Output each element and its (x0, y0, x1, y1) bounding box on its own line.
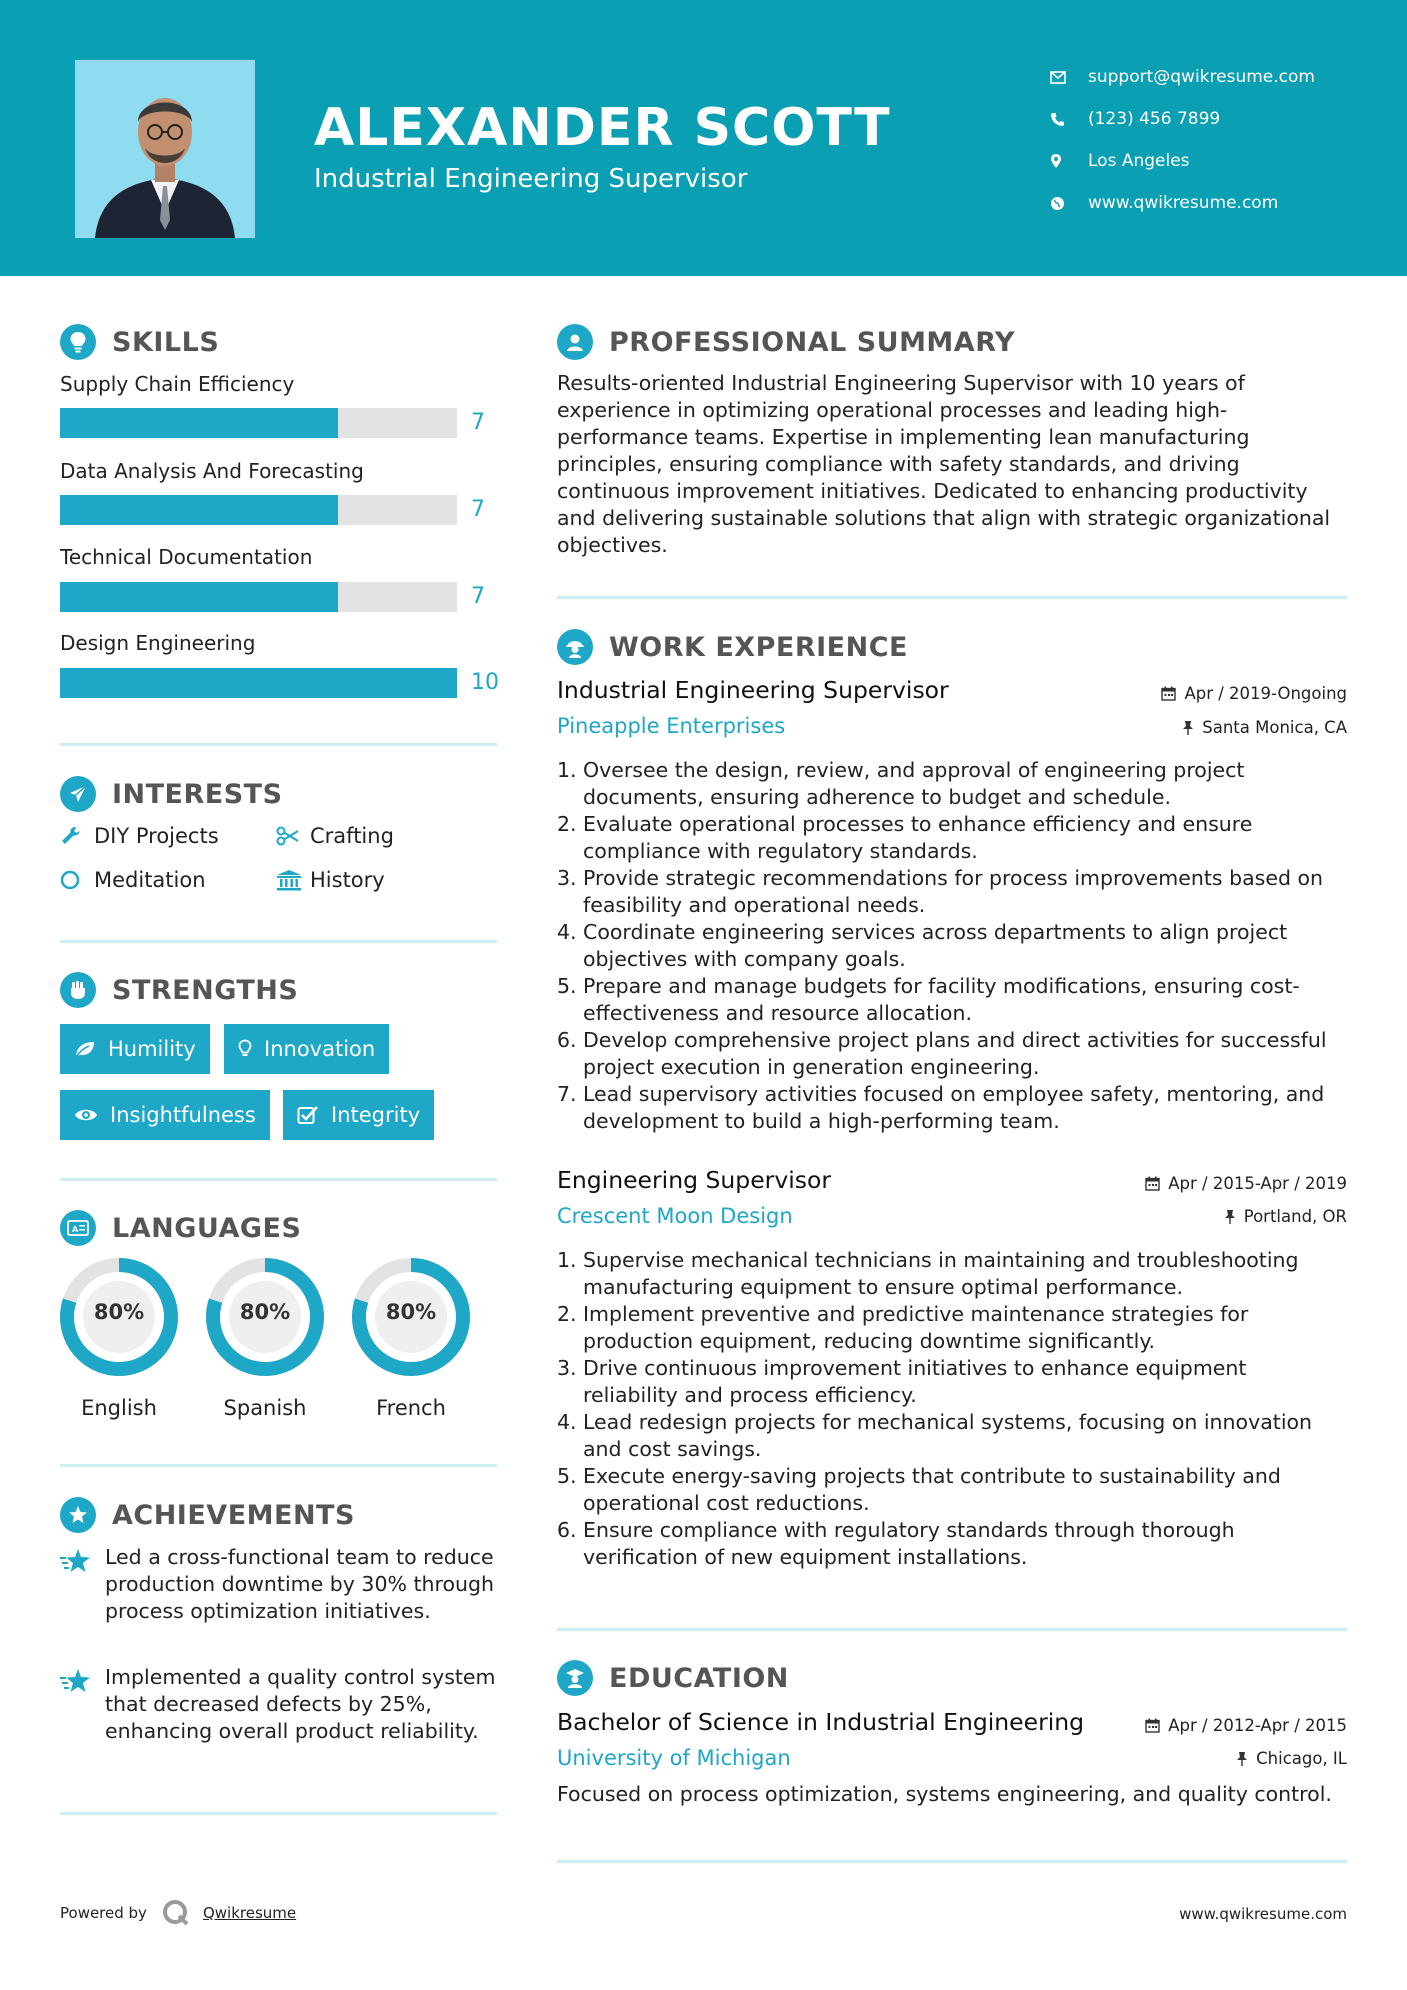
job-company: Pineapple Enterprises (557, 714, 786, 738)
section-divider (557, 1628, 1347, 1631)
duty-text: Supervise mechanical technicians in maintaining and troubleshooting manufacturing equipment to ensure optimal performance. (583, 1248, 1299, 1299)
pushpin-icon (1224, 1209, 1236, 1225)
skill-name: Technical Documentation (60, 545, 313, 569)
job-location (1182, 718, 1347, 737)
eye-icon (74, 1107, 98, 1123)
interests-heading (60, 776, 283, 812)
section-divider (557, 1860, 1347, 1863)
duty-text: Implement preventive and predictive maintenance strategies for production equipment, reducing downtime significantly. (583, 1302, 1249, 1353)
interest-label: Crafting (310, 824, 394, 848)
education-location-text: Chicago, IL (1256, 1749, 1347, 1768)
pushpin-icon (1182, 720, 1194, 736)
interest-label: DIY Projects (94, 824, 219, 848)
section-divider (60, 940, 497, 943)
contact-phone-text: (123) 456 7899 (1088, 109, 1221, 129)
checkbox-icon (297, 1105, 319, 1125)
duty-text: Develop comprehensive project plans and direct activities for successful project execution in generation engineering. (583, 1028, 1327, 1079)
skill-bar (60, 495, 457, 525)
language-gauge (58, 1256, 180, 1420)
section-divider (60, 1812, 497, 1815)
scissors-icon (276, 826, 310, 846)
duty-item (557, 1081, 1347, 1135)
profile-photo (75, 60, 255, 238)
contact-location-text: Los Angeles (1088, 151, 1190, 171)
star-badge-icon (60, 1497, 96, 1533)
language-percent: 80% (93, 1300, 145, 1324)
candidate-name: ALEXANDER SCOTT (314, 98, 891, 158)
globe-icon (1050, 196, 1088, 211)
school-name: University of Michigan (557, 1746, 791, 1770)
envelope-icon (1050, 71, 1088, 84)
experience-title: WORK EXPERIENCE (609, 631, 908, 663)
job-duties-list (557, 757, 1347, 1135)
skill-name: Data Analysis And Forecasting (60, 459, 364, 483)
interest-item (276, 824, 394, 848)
job-location-text: Portland, OR (1243, 1207, 1347, 1226)
qwikresume-link[interactable]: Qwikresume (202, 1904, 297, 1922)
strength-badge (224, 1024, 389, 1074)
leaf-icon (74, 1040, 96, 1058)
education-heading (557, 1660, 789, 1696)
strengths-title: STRENGTHS (112, 974, 299, 1006)
duty-item (557, 1355, 1347, 1409)
phone-icon (1050, 112, 1088, 127)
powered-by-label: Powered by (60, 1904, 147, 1922)
language-card-icon (60, 1210, 96, 1246)
duty-item (557, 811, 1347, 865)
strength-label: Integrity (331, 1103, 421, 1127)
achievement-text: Led a cross-functional team to reduce production downtime by 30% through process optimization initiatives. (105, 1545, 495, 1623)
language-name: French (376, 1396, 446, 1420)
contact-list (1050, 56, 1315, 224)
contact-location (1050, 140, 1315, 182)
duty-number: 2. (557, 812, 577, 836)
duty-number: 4. (557, 1410, 577, 1434)
education-dates-text: Apr / 2012-Apr / 2015 (1168, 1716, 1347, 1735)
wrench-icon (60, 825, 94, 847)
footer-website[interactable]: www.qwikresume.com (1179, 1905, 1347, 1923)
job-title: Engineering Supervisor (557, 1166, 832, 1194)
duty-number: 2. (557, 1302, 577, 1326)
strength-badge (60, 1024, 210, 1074)
duty-text: Execute energy-saving projects that contribute to sustainability and operational cost reductions. (583, 1464, 1281, 1515)
education-location (1236, 1749, 1347, 1768)
strength-badge (60, 1090, 270, 1140)
achievement-item (60, 1664, 500, 1745)
duty-number: 6. (557, 1518, 577, 1542)
user-icon (557, 324, 593, 360)
duty-number: 5. (557, 974, 577, 998)
strength-label: Insightfulness (110, 1103, 256, 1127)
duty-text: Lead redesign projects for mechanical systems, focusing on innovation and cost savings. (583, 1410, 1313, 1461)
strength-badge (283, 1090, 434, 1140)
duty-item (557, 919, 1347, 973)
star-icon (60, 1664, 105, 1745)
pushpin-icon (1236, 1751, 1248, 1767)
job-company: Crescent Moon Design (557, 1204, 793, 1228)
languages-title: LANGUAGES (112, 1212, 302, 1244)
duty-text: Drive continuous improvement initiatives to enhance equipment reliability and process efficiency. (583, 1356, 1247, 1407)
interest-item (276, 868, 385, 892)
duty-text: Oversee the design, review, and approval of engineering project documents, ensuring adherence to budget and schedule. (583, 758, 1245, 809)
interest-label: Meditation (94, 868, 206, 892)
worker-icon (557, 629, 593, 665)
contact-website-text: www.qwikresume.com (1088, 193, 1279, 213)
skill-bar-fill (60, 668, 457, 698)
skill-bar (60, 668, 457, 698)
skill-bar (60, 408, 457, 438)
skills-heading (60, 324, 219, 360)
contact-phone[interactable] (1050, 98, 1315, 140)
education-dates (1145, 1716, 1347, 1735)
duty-number: 5. (557, 1464, 577, 1488)
duty-text: Coordinate engineering services across departments to align project objectives with company goals. (583, 920, 1288, 971)
contact-email-text: support@qwikresume.com (1088, 67, 1315, 87)
strength-label: Innovation (264, 1037, 376, 1061)
job-dates (1145, 1174, 1347, 1193)
skill-bar-fill (60, 495, 338, 525)
lightbulb-icon (238, 1039, 252, 1059)
skill-value: 10 (471, 670, 499, 695)
skill-name: Design Engineering (60, 631, 256, 655)
interest-item (60, 868, 206, 892)
skills-title: SKILLS (112, 326, 220, 358)
education-title: EDUCATION (609, 1662, 789, 1694)
section-divider (60, 743, 497, 746)
achievements-title: ACHIEVEMENTS (112, 1499, 355, 1531)
job-dates-text: Apr / 2015-Apr / 2019 (1168, 1174, 1347, 1193)
skill-bar (60, 582, 457, 612)
duty-item (557, 973, 1347, 1027)
circle-icon (60, 869, 94, 891)
calendar-icon (1145, 1718, 1160, 1733)
svg-text:A: A (72, 1225, 79, 1234)
calendar-icon (1145, 1176, 1160, 1191)
duty-item (557, 1409, 1347, 1463)
section-divider (60, 1178, 497, 1181)
qwikresume-logo-icon (161, 1898, 191, 1928)
duty-number: 4. (557, 920, 577, 944)
language-gauge (204, 1256, 326, 1420)
calendar-icon (1161, 686, 1176, 701)
summary-text: Results-oriented Industrial Engineering Supervisor with 10 years of experience in optimizing operational processes and leading high-performance teams. Expertise in implementing lean manufacturing principles, ensuring compliance with safety standards, and driving continuous improvement initiatives. Dedicated to enhancing productivity and delivering sustainable solutions that align with strategic organizational objectives. (557, 371, 1331, 557)
achievement-text: Implemented a quality control system that decreased defects by 25%, enhancing overall product reliability. (105, 1665, 496, 1743)
duty-number: 1. (557, 758, 577, 782)
duty-text: Evaluate operational processes to enhance efficiency and ensure compliance with regulatory standards. (583, 812, 1253, 863)
language-percent: 80% (385, 1300, 437, 1324)
experience-heading (557, 629, 908, 665)
job-dates-text: Apr / 2019-Ongoing (1184, 684, 1347, 703)
job-title: Industrial Engineering Supervisor (557, 676, 949, 704)
job-location-text: Santa Monica, CA (1202, 718, 1347, 737)
duty-text: Ensure compliance with regulatory standards through thorough verification of new equipment installations. (583, 1518, 1235, 1569)
duty-item (557, 1463, 1347, 1517)
interests-title: INTERESTS (112, 778, 283, 810)
summary-heading (557, 324, 1015, 360)
skill-value: 7 (471, 410, 485, 435)
duty-number: 3. (557, 866, 577, 890)
lightbulb-icon (60, 324, 96, 360)
education-description: Focused on process optimization, systems engineering, and quality control. (557, 1782, 1332, 1806)
paper-plane-icon (60, 776, 96, 812)
duty-number: 7. (557, 1082, 577, 1106)
achievements-heading (60, 1497, 355, 1533)
candidate-role: Industrial Engineering Supervisor (314, 164, 748, 194)
language-name: Spanish (223, 1396, 307, 1420)
skill-name: Supply Chain Efficiency (60, 372, 295, 396)
job-dates (1161, 684, 1347, 703)
contact-email[interactable] (1050, 56, 1315, 98)
graduate-icon (557, 1660, 593, 1696)
skill-bar-fill (60, 408, 338, 438)
skill-bar-fill (60, 582, 338, 612)
duty-text: Provide strategic recommendations for process improvements based on feasibility and operational needs. (583, 866, 1324, 917)
interest-label: History (310, 868, 385, 892)
location-pin-icon (1050, 153, 1088, 169)
star-icon (60, 1544, 105, 1625)
duty-text: Prepare and manage budgets for facility modifications, ensuring cost-effectiveness and resource allocation. (583, 974, 1300, 1025)
resume-header (0, 0, 1407, 276)
duty-number: 1. (557, 1248, 577, 1272)
duty-item (557, 1027, 1347, 1081)
footer-powered-by (60, 1898, 296, 1928)
museum-icon (276, 869, 310, 891)
languages-heading (60, 1210, 301, 1246)
job-location (1224, 1207, 1347, 1226)
duty-item (557, 865, 1347, 919)
duty-item (557, 1517, 1347, 1571)
interest-item (60, 824, 219, 848)
duty-item (557, 1301, 1347, 1355)
skill-value: 7 (471, 584, 485, 609)
summary-title: PROFESSIONAL SUMMARY (609, 326, 1016, 358)
contact-website[interactable] (1050, 182, 1315, 224)
fist-icon (60, 972, 96, 1008)
language-percent: 80% (239, 1300, 291, 1324)
language-gauge (350, 1256, 472, 1420)
language-name: English (81, 1396, 157, 1420)
duty-item (557, 757, 1347, 811)
duty-text: Lead supervisory activities focused on employee safety, mentoring, and development to build a high-performing team. (583, 1082, 1325, 1133)
achievement-item (60, 1544, 500, 1625)
degree-title: Bachelor of Science in Industrial Engineering (557, 1708, 1085, 1736)
section-divider (60, 1464, 497, 1467)
job-duties-list (557, 1247, 1347, 1571)
skill-value: 7 (471, 497, 485, 522)
strengths-heading (60, 972, 298, 1008)
section-divider (557, 596, 1347, 599)
duty-number: 6. (557, 1028, 577, 1052)
duty-item (557, 1247, 1347, 1301)
strength-label: Humility (108, 1037, 196, 1061)
duty-number: 3. (557, 1356, 577, 1380)
